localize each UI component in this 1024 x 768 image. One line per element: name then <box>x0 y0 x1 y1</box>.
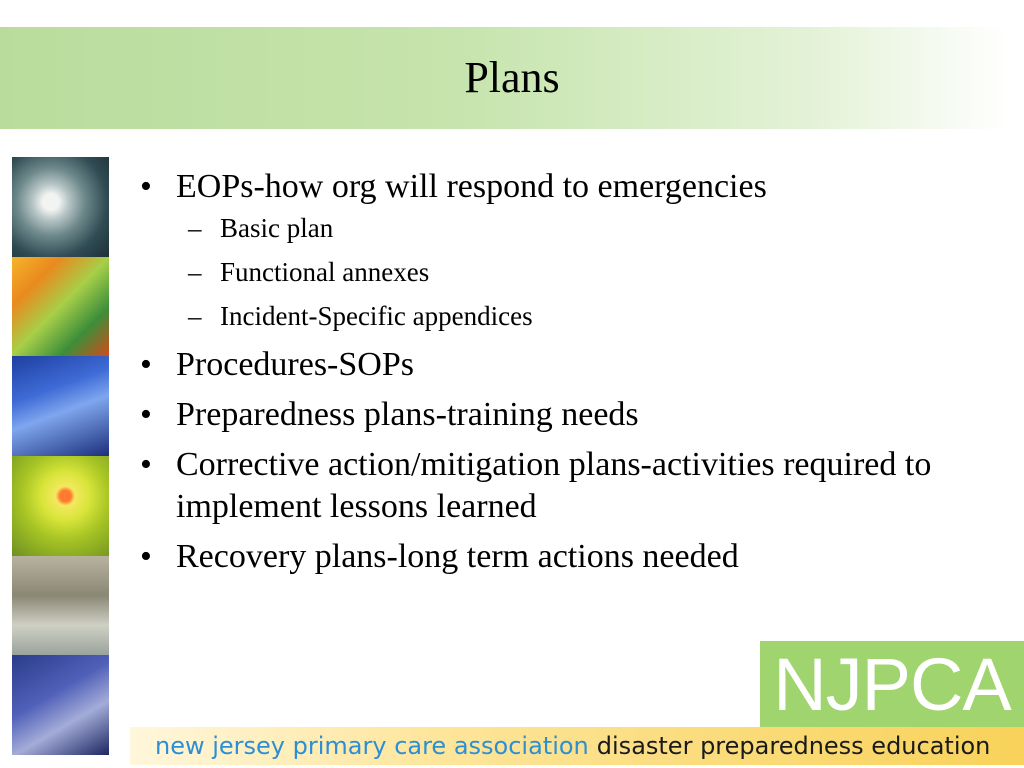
biohazard-photo <box>12 655 109 755</box>
sub-bullet-dash: – <box>188 257 202 287</box>
sub-bullet-text: Basic plan <box>220 213 334 243</box>
bullet-item <box>140 394 940 436</box>
sub-bullet-dash: – <box>188 301 202 331</box>
bullet-dot: • <box>140 446 152 483</box>
bullet-dot: • <box>140 168 152 205</box>
flood-photo <box>12 556 109 656</box>
lab-tubes-photo <box>12 257 109 357</box>
sub-bullet-list <box>176 212 940 333</box>
footer-banner <box>130 727 1024 765</box>
bullet-list <box>140 166 940 586</box>
bullet-item <box>140 536 940 578</box>
bullet-text: Procedures-SOPs <box>176 346 414 383</box>
radiation-symbol-photo <box>12 456 109 556</box>
bullet-dot: • <box>140 538 152 575</box>
bullet-text: EOPs-how org will respond to emergencies <box>176 168 767 205</box>
bullet-item <box>140 166 940 333</box>
sub-bullet-text: Functional annexes <box>220 257 430 287</box>
bullet-text: Corrective action/mitigation plans-activities required to implement lessons learned <box>176 446 932 525</box>
sub-bullet-text: Incident-Specific appendices <box>220 301 533 331</box>
njpca-logo: NJPCA <box>760 641 1024 729</box>
bullet-text: Preparedness plans-training needs <box>176 396 639 433</box>
sub-bullet-item <box>176 300 940 333</box>
control-room-photo <box>12 356 109 456</box>
bullet-text: Recovery plans-long term actions needed <box>176 538 739 575</box>
footer-program-name: disaster preparedness education <box>596 732 991 760</box>
footer-org-name: new jersey primary care association <box>155 732 589 760</box>
hurricane-photo <box>12 157 109 257</box>
decorative-photo-strip <box>12 157 109 755</box>
bullet-dot: • <box>140 346 152 383</box>
sub-bullet-item <box>176 256 940 289</box>
slide-title: Plans <box>464 53 560 102</box>
bullet-item <box>140 344 940 386</box>
bullet-item <box>140 444 940 528</box>
sub-bullet-dash: – <box>188 213 202 243</box>
bullet-dot: • <box>140 396 152 433</box>
sub-bullet-item <box>176 212 940 245</box>
